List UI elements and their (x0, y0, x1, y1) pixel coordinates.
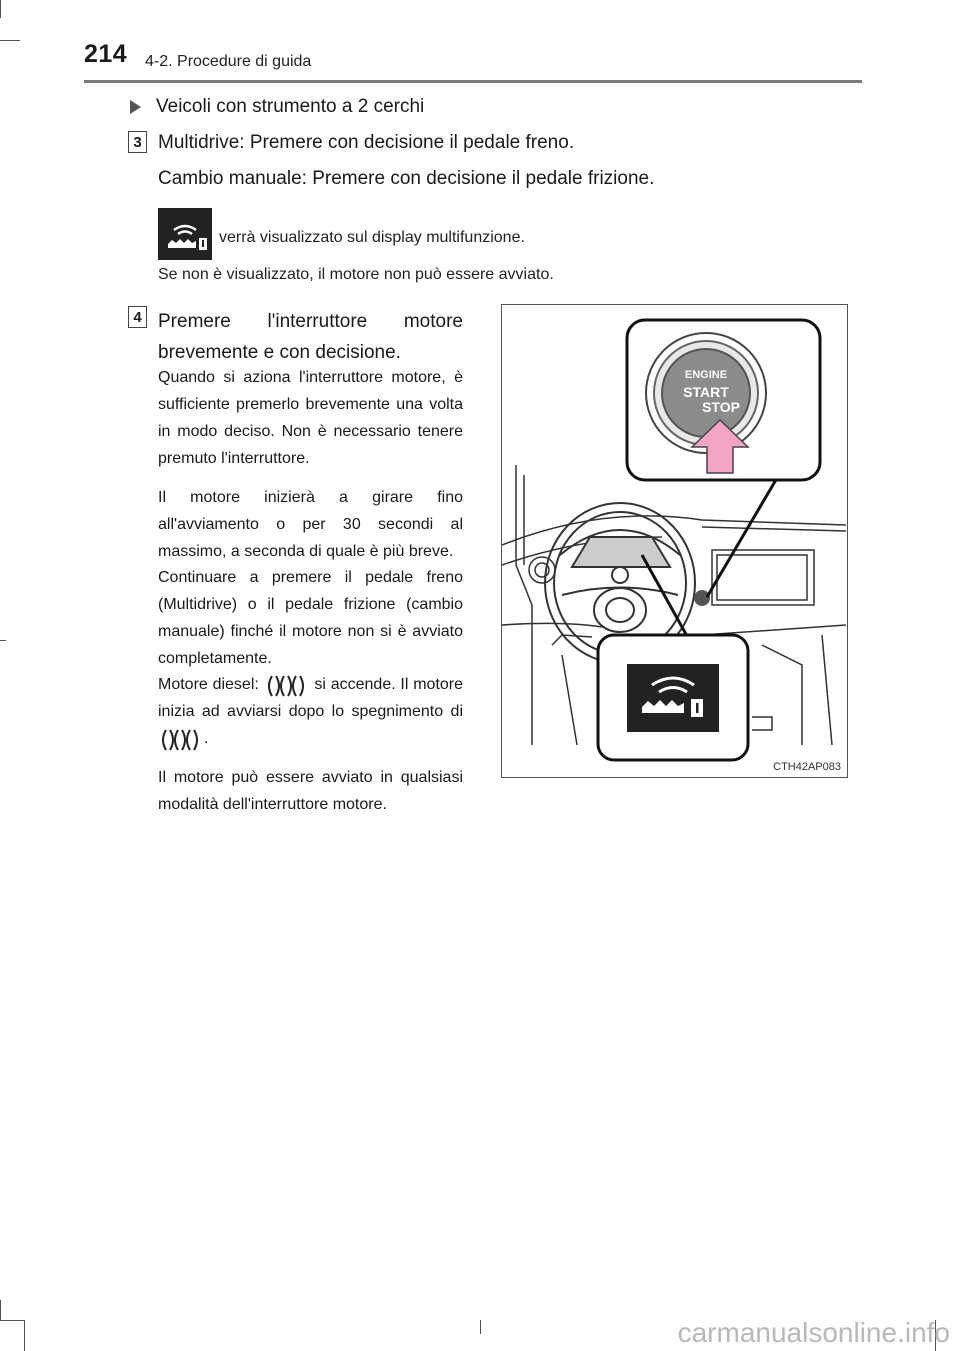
step4-heading: Premere l'interruttore motore brevemente e con decisione. (158, 311, 463, 363)
crop-mark (0, 1320, 24, 1321)
figure-illustration (501, 304, 848, 778)
step-number-3: 3 (128, 131, 147, 153)
bullet-arrow-icon (130, 100, 141, 114)
bullet-heading (130, 96, 424, 118)
step3-line2: Cambio manuale: Premere con decisione il pedale frizione. (158, 168, 655, 189)
glow-plug-icon (264, 672, 310, 698)
step-number-4: 4 (128, 306, 147, 328)
step3-note: Se non è visualizzato, il motore non può essere avviato. (158, 266, 554, 283)
crop-mark (0, 640, 6, 641)
dashboard-illustration (502, 305, 846, 776)
bullet-text: Veicoli con strumento a 2 cerchi (156, 96, 425, 117)
section-title: 4-2. Procedure di guida (145, 53, 312, 70)
step4-paragraph-3: Continuare a premere il pedale freno (Multidrive) o il pedale frizione (cambio manuale) finché il motore non si è avviato completamente. (158, 569, 463, 667)
watermark-text: carmanualsonline.info (677, 1317, 950, 1348)
crop-mark (0, 40, 20, 41)
crop-mark (24, 1320, 25, 1351)
page-number: 214 (84, 40, 128, 68)
step4-paragraph-4 (158, 671, 463, 752)
crop-mark (0, 1300, 1, 1320)
key-indicator-icon (158, 208, 212, 260)
diesel-label: Motore diesel: (158, 676, 259, 693)
crop-mark (480, 1320, 481, 1334)
figure-code: CTH42AP083 (773, 761, 841, 773)
button-label-start: START (683, 384, 729, 400)
header-rule (84, 80, 862, 83)
diesel-end: . (204, 730, 209, 747)
button-label-engine: ENGINE (684, 369, 728, 381)
crop-mark (0, 0, 1, 18)
indicator-text: verrà visualizzato sul display multifunzione. (219, 229, 525, 246)
step3-line1: Multidrive: Premere con decisione il pedale freno. (158, 132, 575, 153)
step4-paragraph-5: Il motore può essere avviato in qualsiasi modalità dell'interruttore motore. (158, 769, 463, 813)
glow-plug-icon (158, 726, 204, 752)
step4-paragraph-1: Quando si aziona l'interruttore motore, è sufficiente premerlo brevemente una volta in modo deciso. Non è necessario tenere premuto l'interruttore. (158, 369, 463, 467)
step4-paragraph-2: Il motore inizierà a girare fino all'avviamento o per 30 secondi al massimo, a seconda di quale è più breve. (158, 489, 463, 560)
diesel-text: si accende. Il motore inizia ad avviarsi dopo lo spegnimento di (158, 676, 463, 720)
button-label-stop: STOP (702, 399, 740, 415)
